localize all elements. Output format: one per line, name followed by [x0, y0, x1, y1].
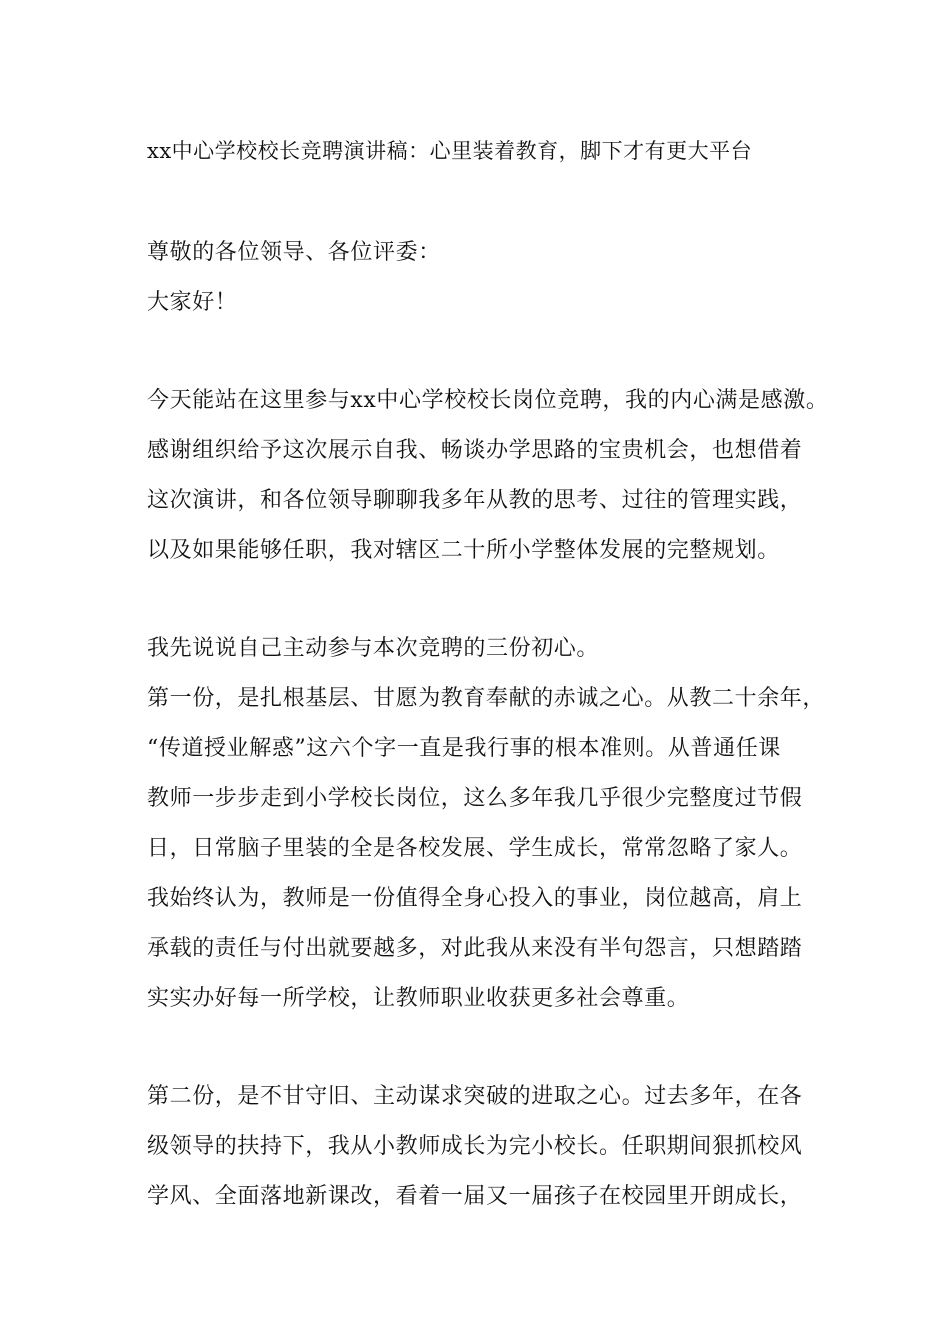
- salutation: 尊敬的各位领导、各位评委：: [147, 240, 441, 265]
- paragraph-line: 第二份，是不甘守旧、主动谋求突破的进取之心。过去多年，在各: [147, 1084, 803, 1109]
- greeting: 大家好！: [147, 290, 238, 315]
- paragraph-line: 日，日常脑子里装的全是各校发展、学生成长，常常忽略了家人。: [147, 836, 803, 861]
- document-title: xx中心学校校长竞聘演讲稿：心里装着教育，脚下才有更大平台: [147, 139, 753, 163]
- paragraph-line: 承载的责任与付出就要越多，对此我从来没有半句怨言，只想踏踏: [147, 936, 803, 961]
- paragraph-line: 实实办好每一所学校，让教师职业收获更多社会尊重。: [147, 986, 690, 1011]
- paragraph-line: 我始终认为，教师是一份值得全身心投入的事业，岗位越高，肩上: [147, 886, 803, 911]
- paragraph-line: 学风、全面落地新课改，看着一届又一届孩子在校园里开朗成长，: [147, 1184, 803, 1209]
- paragraph-line: 我先说说自己主动参与本次竞聘的三份初心。: [147, 636, 600, 661]
- paragraph-line: 第一份，是扎根基层、甘愿为教育奉献的赤诚之心。从教二十余年，: [147, 686, 826, 711]
- paragraph-line: 教师一步步走到小学校长岗位，这么多年我几乎很少完整度过节假: [147, 786, 803, 811]
- paragraph-line: 以及如果能够任职，我对辖区二十所小学整体发展的完整规划。: [147, 538, 780, 563]
- paragraph-line: “传道授业解惑”这六个字一直是我行事的根本准则。从普通任课: [147, 736, 781, 761]
- paragraph-line: 这次演讲，和各位领导聊聊我多年从教的思考、过往的管理实践，: [147, 488, 803, 513]
- paragraph-line: 今天能站在这里参与xx中心学校校长岗位竞聘，我的内心满是感激。: [147, 388, 829, 413]
- paragraph-line: 级领导的扶持下，我从小教师成长为完小校长。任职期间狠抓校风: [147, 1134, 803, 1159]
- paragraph-line: 感谢组织给予这次展示自我、畅谈办学思路的宝贵机会，也想借着: [147, 438, 803, 463]
